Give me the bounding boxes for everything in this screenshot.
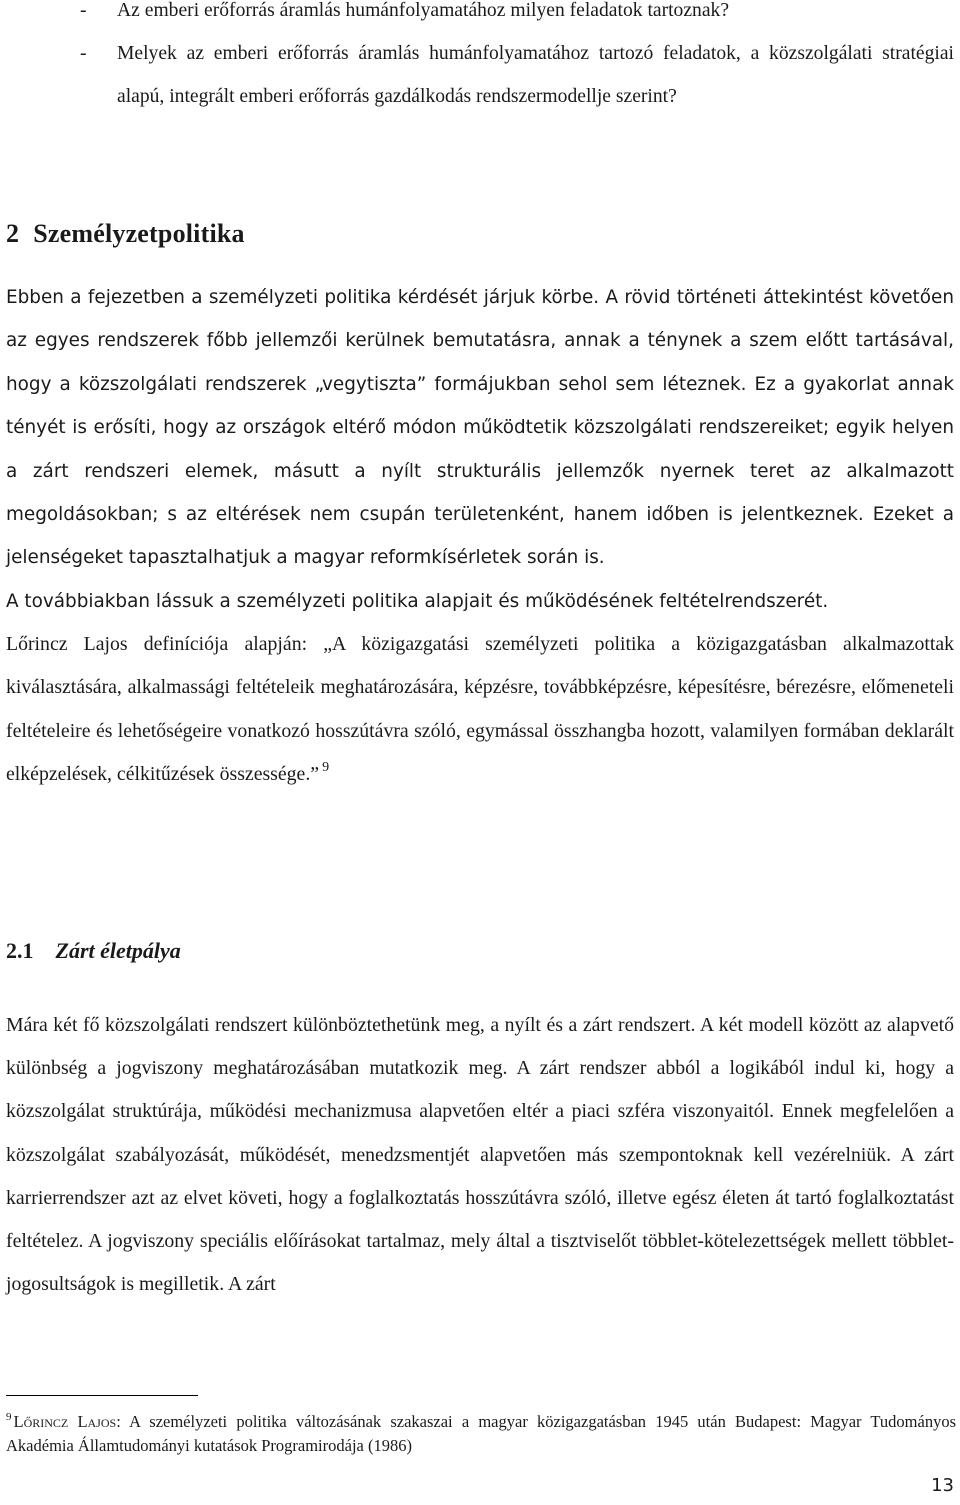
- body-paragraph: Mára két fő közszolgálati rendszert különböztethetünk meg, a nyílt és a zárt rendszert. A két modell között az alapvető különbség a jogviszony meghatározásában mutatkozik meg. A zárt rendszer abból a logikából indul ki, hogy a közszolgálat struktúrája, működési mechanizmusa alapvetően eltér a piaci szféra viszonyaitól. Ennek megfelelően a közszolgálat szabályozását, működését, menedzsmentjét alapvetően más szempontoknak kell vezérelniük. A zárt karrierrendszer azt az elvet követi, hogy a foglalkoztatás hosszútávra szóló, illetve egész életen át tartó foglalkoztatást feltételez. A jogviszony speciális előírásokat tartalmaz, mely által a tisztviselőt többlet-kötelezettségek mellett többlet-jogosultságok is megilletik. A zárt: [6, 1014, 954, 1296]
- section-body: [6, 276, 954, 796]
- body-paragraph: Ebben a fejezetben a személyzeti politika kérdését járjuk körbe. A rövid történeti áttekintést követően az egyes rendszerek főbb jellemzői kerülnek bemutatásra, annak a ténynek a szem előtt tartásával, hogy a közszolgálati rendszerek „vegytiszta” formájukban sehol sem léteznek. Ez a gyakorlat annak tényét is erősíti, hogy az országok eltérő módon működtetik közszolgálati rendszereiket; egyik helyen a zárt rendszeri elemek, másutt a nyílt strukturális jellemzők nyernek teret az alkalmazott megoldásokban; s az eltérések nem csupán területenként, hanem időben is jelentkeznek. Ezeket a jelenségeket tapasztalhatjuk a magyar reformkísérletek során is.: [6, 287, 954, 569]
- list-item-text: Az emberi erőforrás áramlás humánfolyamatához milyen feladatok tartoznak?: [117, 0, 730, 21]
- subsection-number: 2.1: [6, 938, 34, 963]
- list-item-text: Melyek az emberi erőforrás áramlás humánfolyamatához tartozó feladatok, a közszolgálati stratégiai alapú, integrált emberi erőforrás gazdálkodás rendszermodellje szerint?: [117, 43, 954, 107]
- footnote-number: 9: [6, 1411, 12, 1423]
- body-paragraph: A továbbiakban lássuk a személyzeti politika alapjait és működésének feltételrendszerét.: [6, 590, 829, 612]
- footnote-reference: 9: [322, 759, 330, 775]
- footnote-author: Lőrincz Lajos: [13, 1412, 117, 1431]
- list-item: [6, 32, 954, 118]
- footnote-text: : A személyzeti politika változásának szakaszai a magyar közigazgatásban 1945 után Budapest: Magyar Tudományos Akadémia Államtudományi kutatások Programirodája (1986): [6, 1412, 957, 1455]
- subsection-body: [6, 1004, 954, 1306]
- section-title: Személyzetpolitika: [33, 219, 245, 248]
- definition-text: Lőrincz Lajos definíciója alapján: „A közigazgatási személyzeti politika a közigazgatásban alkalmazottak kiválasztására, alkalmassági feltételeik meghatározására, képzésre, továbbképzésre, képesítésre, bérezésre, előmeneteli feltételeire és lehetőségeire vonatkozó hosszútávra szóló, egymással összhangba hozott, valamilyen formában deklarált elképzelések, célkitűzések összessége.”: [6, 633, 954, 785]
- footnote: [6, 1410, 956, 1458]
- page-number: 13: [931, 1475, 954, 1496]
- dash-bullet: -: [80, 0, 87, 21]
- section-heading: [6, 219, 245, 249]
- list-item: [6, 0, 954, 32]
- subsection-title: Zárt életpálya: [55, 938, 181, 963]
- document-page: [6, 0, 954, 1296]
- subsection-heading: [6, 938, 181, 964]
- section-number: 2: [6, 219, 20, 248]
- question-list: [6, 0, 954, 118]
- dash-bullet: -: [80, 43, 87, 64]
- footnote-separator: [6, 1395, 198, 1396]
- definition-paragraph: [6, 623, 954, 796]
